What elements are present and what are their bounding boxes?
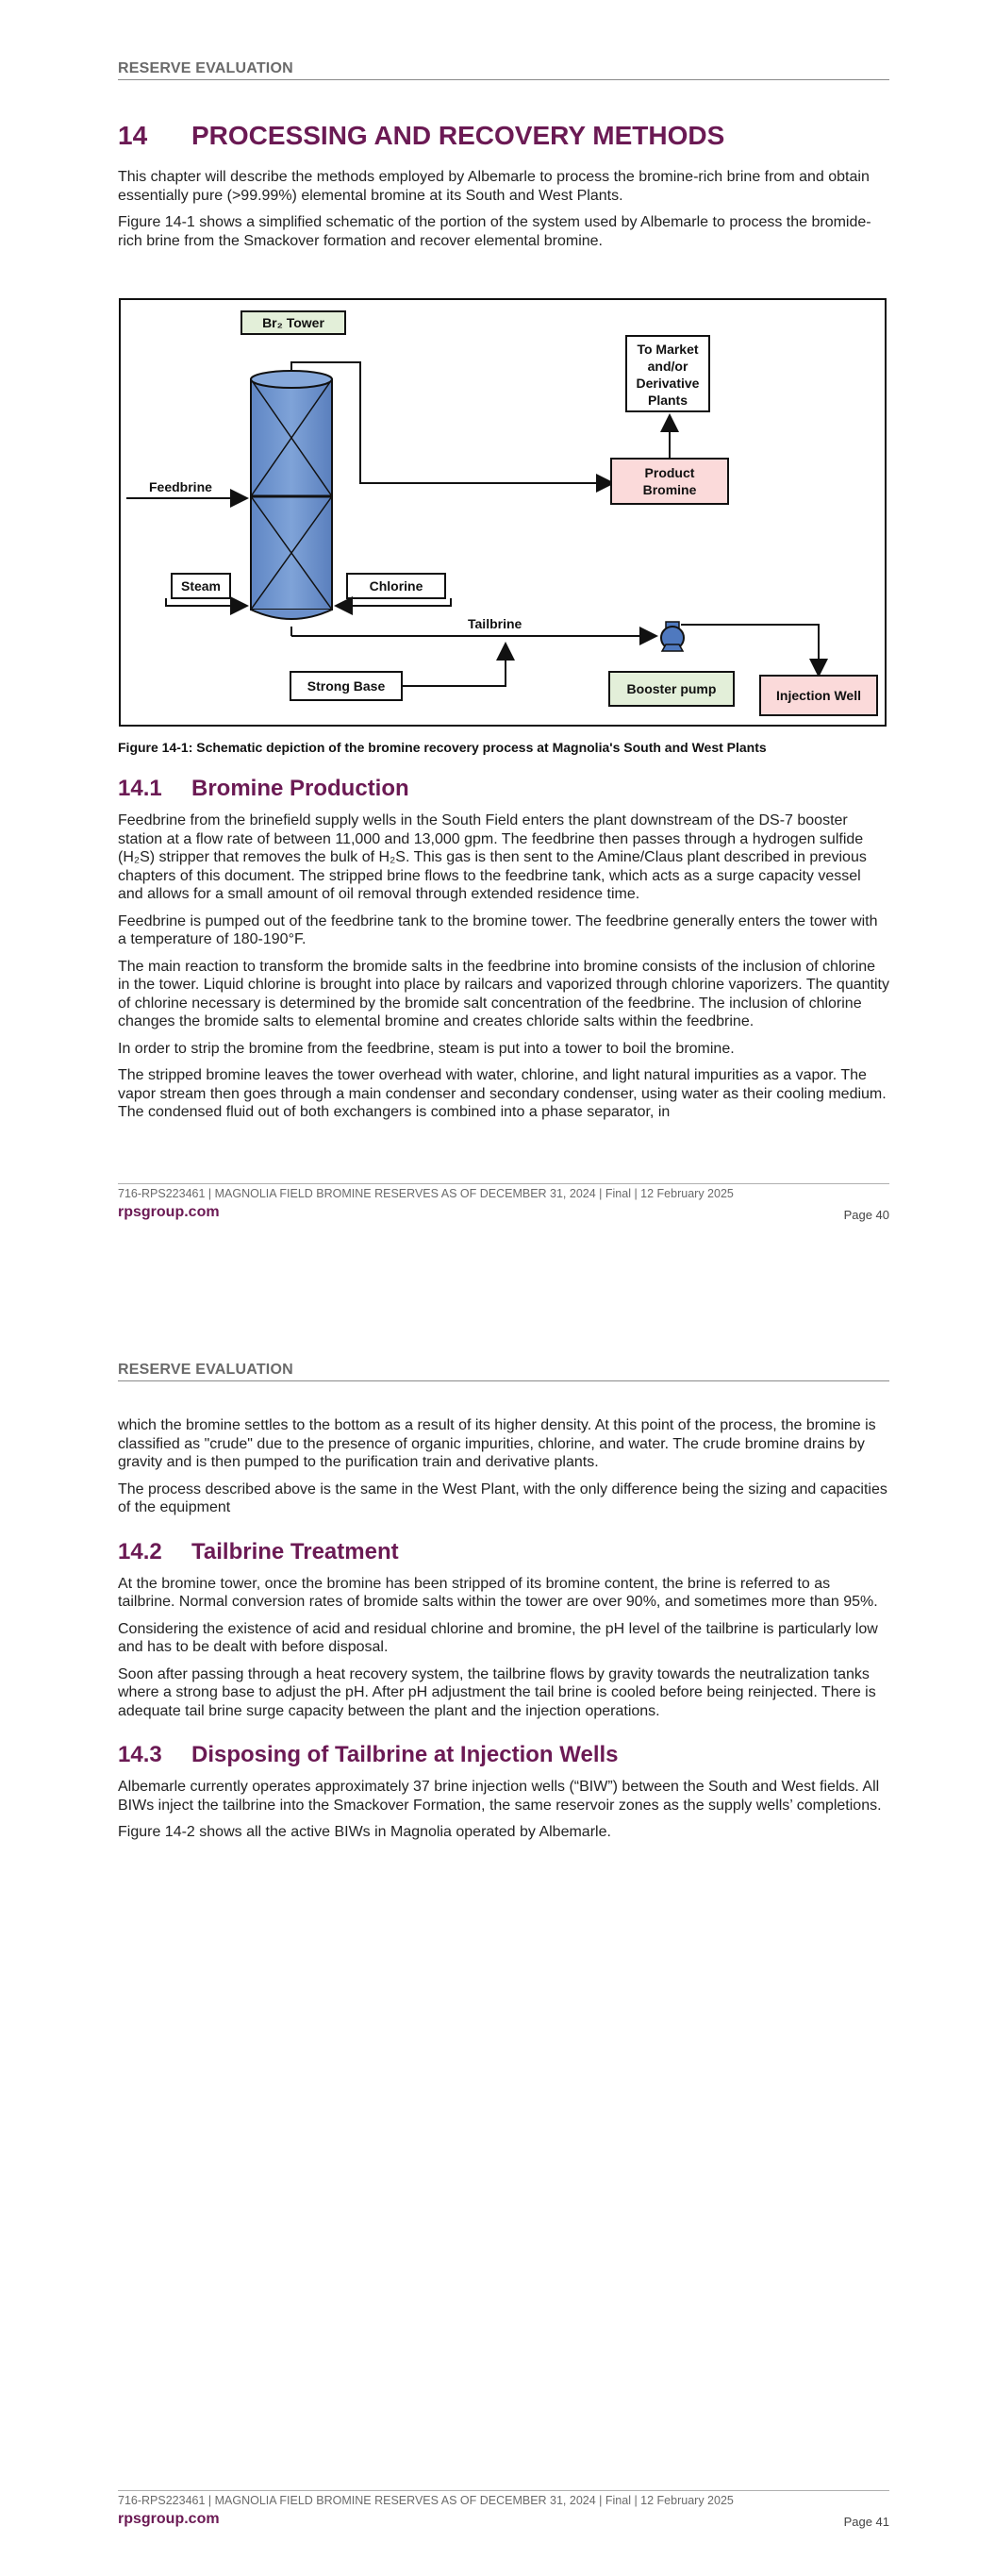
injection-line [681,625,819,674]
footer-site-link[interactable]: rpsgroup.com [118,1204,220,1220]
market-label-line: Derivative [636,376,700,391]
section-heading [118,1742,889,1768]
page-number: Page 41 [843,2515,889,2529]
steam-label: Steam [180,578,222,594]
chapter-title: PROCESSING AND RECOVERY METHODS [191,121,725,150]
body-paragraph: At the bromine tower, once the bromine has been stripped of its bromine content, the brine is referred to as tailbrine. Normal conversion rates of bromide salts within the tower are over 90%, and sometimes more than 95%. [118,1575,878,1610]
feedbrine-label: Feedbrine [149,479,212,494]
market-box [626,336,709,411]
bromine-tower [251,371,332,619]
product-bromine-box [611,459,728,504]
chapter-number: 14 [118,121,148,150]
body-paragraph: The process described above is the same in the West Plant, with the only difference being the sizing and capacities of the equipment [118,1480,887,1515]
footer-rule [118,1183,889,1184]
chlorine-arrow [338,598,451,606]
market-label-line: To Market [637,342,699,357]
chapter-heading [118,121,889,151]
tower-label-box [241,311,345,334]
steam-arrow [166,598,245,606]
section-14-1 [118,776,889,1130]
running-header: RESERVE EVALUATION [118,1362,889,1381]
tower-label: Br₂ Tower [262,315,324,330]
body-paragraph: Albemarle currently operates approximately 37 brine injection wells (“BIW”) between the South and West fields. All BIWs inject the tailbrine into the Smackover Formation, the same reservoir zones as the supply wells’ completions. [118,1779,882,1814]
chlorine-box [347,574,445,598]
strong-base-label: Strong Base [307,678,386,694]
chapter-body [118,121,889,259]
section-title: Bromine Production [191,776,409,801]
footer-rule [118,2490,889,2491]
strong-base-arrow [402,645,506,686]
section-title: Tailbrine Treatment [191,1538,399,1564]
injection-well-label: Injection Well [776,688,861,703]
page-number: Page 40 [843,1208,889,1222]
overhead-line [291,362,611,483]
booster-pump-label: Booster pump [626,681,717,696]
process-schematic [119,298,887,727]
product-label-line: Product [644,465,695,480]
footer-doc-info: 716-RPS223461 | MAGNOLIA FIELD BROMINE RESERVES AS OF DECEMBER 31, 2024 | Final | 12 February 2025 [118,1187,734,1200]
body-paragraph: The stripped bromine leaves the tower overhead with water, chlorine, and light natural impurities as a vapor. The vapor stream then goes through a main condenser and secondary condenser, using water as their cooling medium. The condensed fluid out of both exchangers is combined into a phase separator, in [118,1067,887,1120]
steam-box [172,574,230,598]
section-number: 14.3 [118,1742,162,1767]
booster-pump-box [609,672,734,706]
strong-base-box [290,672,402,700]
page-41-body [118,1416,889,1850]
section-number: 14.1 [118,776,162,801]
body-paragraph: Considering the existence of acid and residual chlorine and bromine, the pH level of the tailbrine is particularly low and has to be dealt with before disposal. [118,1620,878,1655]
tailbrine-label: Tailbrine [468,616,522,631]
body-paragraph: Soon after passing through a heat recovery system, the tailbrine flows by gravity towards the neutralization tanks where a strong base to adjust the pH. After pH adjustment the tail brine is cooled before being reinjected. There is adequate tail brine surge capacity between the plant and the injection operations. [118,1665,876,1719]
section-number: 14.2 [118,1538,162,1564]
body-paragraph: In order to strip the bromine from the feedbrine, steam is put into a tower to boil the bromine. [118,1040,735,1057]
body-paragraph: Feedbrine is pumped out of the feedbrine tank to the bromine tower. The feedbrine generally enters the tower with a temperature of 180-190°F. [118,912,878,947]
intro-paragraph: Figure 14-1 shows a simplified schematic of the portion of the system used by Albemarle to process the bromide-rich brine from the Smackover formation and recover elemental bromine. [118,214,871,249]
injection-well-box [760,676,877,715]
body-paragraph: Figure 14-2 shows all the active BIWs in Magnolia operated by Albemarle. [118,1824,611,1840]
section-heading [118,776,889,802]
running-header: RESERVE EVALUATION [118,60,889,80]
section-title: Disposing of Tailbrine at Injection Wells [191,1742,619,1767]
figure-caption: Figure 14-1: Schematic depiction of the bromine recovery process at Magnolia's South and West Plants [118,740,767,755]
body-paragraph: which the bromine settles to the bottom as a result of its higher density. At this point of the process, the bromine is classified as "crude" due to the presence of organic impurities, chlorine, and water. The crude bromine drains by gravity and is then pumped to the purification train and derivative plants. [118,1417,876,1470]
market-label-line: and/or [647,359,688,374]
market-label-line: Plants [647,393,688,408]
intro-paragraph: This chapter will describe the methods employed by Albemarle to process the bromine-rich brine from and obtain essentially pure (>99.99%) elemental bromine at its South and West Plants. [118,169,870,204]
page-41 [0,1288,995,2576]
section-heading [118,1539,889,1565]
chlorine-label: Chlorine [369,578,423,594]
product-label-line: Bromine [642,482,697,497]
body-paragraph: Feedbrine from the brinefield supply wells in the South Field enters the plant downstream of the DS-7 booster station at a flow rate of between 11,000 and 13,000 gpm. The feedbrine then passes through a hydrogen sulfide (H₂S) stripper that removes the bulk of H₂S. This gas is then sent to the Amine/Claus plant described in previous chapters of this document. The stripped brine flows to the feedbrine tank, which acts as a surge capacity vessel and allows for a small amount of oil removal through extended residence time. [118,812,867,902]
footer-site-link[interactable]: rpsgroup.com [118,2511,220,2527]
booster-pump-icon [661,622,684,651]
footer-doc-info: 716-RPS223461 | MAGNOLIA FIELD BROMINE RESERVES AS OF DECEMBER 31, 2024 | Final | 12 February 2025 [118,2494,734,2507]
body-paragraph: The main reaction to transform the bromide salts in the feedbrine into bromine consists of the inclusion of chlorine in the tower. Liquid chlorine is brought into place by railcars and vaporized through chlorine vaporizers. The quantity of chlorine necessary is determined by the bromide salt concentration of the feedbrine. The inclusion of chlorine changes the bromide salts to elemental bromine and creates chloride salts within the feedbrine. [118,958,889,1029]
